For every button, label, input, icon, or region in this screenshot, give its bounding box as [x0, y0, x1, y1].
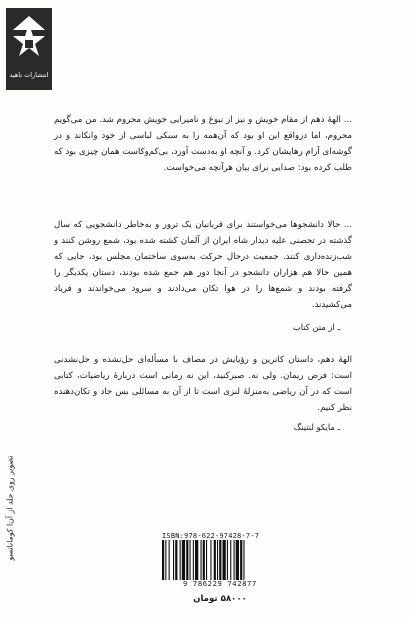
blurb — [54, 352, 352, 416]
excerpt-1 — [54, 112, 352, 176]
price: ۵۸۰۰۰ تومان — [193, 594, 247, 604]
star-house-icon — [11, 14, 47, 66]
paragraph-2: ... حالا دانشجوها مى‌خواستند براى قربانيان يک ترور و به‌خاطر دانشجويى كه سال گذشته در تحصنى عليه ديدار شاه ايران از آلمان كشته شده بود، شمع روشن كنند و شب‌زنده‌دارى كنند. جمعيت درحال حركت به‌سوى ساختمان مجلس بود، جايى كه همين حالا هم هزاران دانشجو در آنجا دور هم جمع شده بودند، دستان يكديگر را گرفته بودند و شمع‌ها را در هوا تكان مى‌دادند و سرود مى‌خواندند و فرياد مى‌كشيدند. — [54, 220, 352, 311]
isbn-text: ISBN:978-622-97428-7-7 — [162, 532, 260, 540]
source-author: ـ مايكو لنتينگ — [293, 422, 340, 432]
paragraph-1: ... الههٔ دهم از مقام خویش و نیز از نبوغ و ناميرايى خويش محروم شد. من مى‌گويم محروم، اما درواقع اين او بود كه آن‌همه را به سبكى لباسى از خود وانكاند و در گوشه‌اى آرام رهايشان كرد. و آنچه او به‌دست آورد، بى‌كم‌وكاست همان چيزى بود كه طلب كرده بود: صدايى براى بيان هرآنچه مى‌خواست. — [54, 115, 352, 174]
cover-credit-text: تصوير روى جلد از آن‌ا كوماناتسو — [5, 455, 15, 560]
barcode — [160, 540, 280, 580]
cover-credit — [4, 400, 16, 615]
barcode-digits: 9 786229 742877 — [183, 579, 257, 588]
excerpt-2 — [54, 217, 352, 314]
source-from-text: ـ از متن كتاب — [292, 322, 340, 332]
publisher-name: انتشارات ناهید — [9, 71, 49, 79]
publisher-logo — [6, 8, 52, 90]
paragraph-3: الههٔ دهم، داستان كاترين و رؤيايش در مصاف با مسأله‌اى حل‌نشده و حل‌نشدنى است: فرض ريمان. ولى نه. صبركنيد، اين نه رمانى است دربارهٔ رياضيات، كتابى است كه در آن رياضى به‌منزلهٔ لنزى است تا از آن به مسائلى بس حاد و تكان‌دهنده نظر كنيم. — [54, 355, 352, 414]
